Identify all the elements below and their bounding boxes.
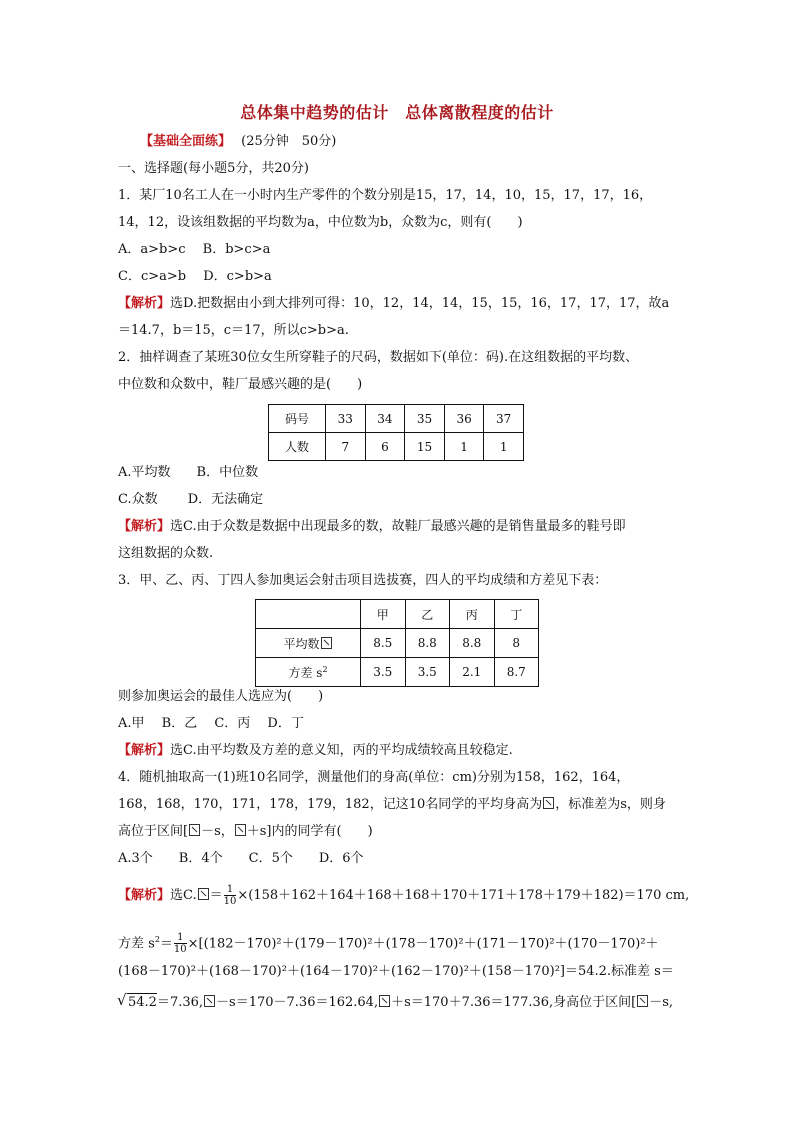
table-cell: 36 [444, 405, 484, 433]
table-cell: 34 [365, 405, 405, 433]
table-cell: 人数 [269, 433, 326, 461]
table-row [256, 629, 539, 658]
q4-solution-line4 [118, 993, 673, 1012]
q2-size-table [268, 404, 524, 461]
section-tag: 【基础全面练】 [140, 134, 232, 149]
text-span: ＝ [159, 936, 173, 952]
table-row [256, 658, 539, 687]
table-cell: 1 [484, 433, 524, 461]
x-bar-symbol-icon [321, 637, 332, 649]
fraction-numerator: 1 [224, 884, 237, 896]
table-cell: 6 [365, 433, 405, 461]
text-span: ＝7.36, [156, 995, 204, 1010]
table-cell: 8.5 [361, 629, 406, 658]
section-header [140, 133, 336, 151]
q1-solution-line1 [118, 295, 669, 313]
q4-solution-line1 [118, 884, 689, 908]
q3-solution-text: 选C.由平均数及方差的意义知，丙的平均成绩较高且较稳定. [170, 743, 513, 758]
x-bar-symbol-icon [189, 824, 200, 836]
q1-text-line1: 1．某厂10名工人在一小时内生产零件的个数分别是15，17，14，10，15，17，17，16， [118, 188, 653, 203]
table-row [269, 405, 524, 433]
table-cell: 3.5 [361, 658, 406, 687]
q2-solution-line1 [118, 518, 626, 536]
q4-solution-line3: (168－170)²＋(168－170)²＋(164－170)²＋(162－170)²＋(158－170)²]＝54.2.标准差 s＝ [118, 964, 674, 979]
x-bar-symbol-icon [379, 995, 390, 1007]
part-heading: 一、选择题(每小题5分，共20分) [118, 161, 309, 176]
superscript: 2 [322, 664, 328, 674]
q3-solution-line1 [118, 742, 513, 760]
text-span: －s， [201, 824, 234, 839]
table-cell: 8.8 [450, 629, 495, 658]
q1-options-2: C．c>a>b D．c>b>a [118, 269, 272, 284]
q4-text-line2 [118, 796, 666, 814]
q3-options: A.甲 B．乙 C．丙 D．丁 [118, 716, 304, 731]
fraction [224, 884, 237, 907]
x-bar-symbol-icon [204, 995, 215, 1007]
row-label: 方差 s [288, 665, 323, 680]
x-bar-symbol-icon [637, 995, 648, 1007]
x-bar-symbol-icon [235, 824, 246, 836]
table-cell: 丁 [494, 600, 539, 629]
table-cell: 1 [444, 433, 484, 461]
solution-tag: 【解析】 [118, 519, 171, 534]
table-cell: 15 [405, 433, 445, 461]
q1-solution-text: 选D.把数据由小到大排列可得：10，12，14，14，15，15，16，17，17，17，故a [170, 296, 670, 311]
q1-solution-line2: ＝14.7，b＝15，c＝17，所以c>b>a. [118, 323, 349, 338]
q2-options-2: C.众数 D．无法确定 [118, 492, 264, 507]
table-row [256, 600, 539, 629]
text-span: 方差 s [118, 936, 155, 952]
x-bar-symbol-icon [198, 888, 209, 900]
text-span: 高位于区间[ [118, 824, 189, 839]
text-span: 选C. [170, 888, 197, 903]
table-cell: 33 [326, 405, 366, 433]
text-span: ×(158＋162＋164＋168＋168＋170＋171＋178＋179＋182)＝170 cm, [237, 888, 690, 903]
text-span: －s, [649, 995, 674, 1010]
x-bar-symbol-icon [543, 797, 554, 809]
table-cell: 甲 [361, 600, 406, 629]
table-cell [256, 629, 361, 658]
q3-score-table [255, 599, 539, 687]
text-span: ＋s]内的同学有( ) [246, 824, 373, 839]
q2-options-1: A.平均数 B．中位数 [118, 465, 259, 480]
solution-tag: 【解析】 [118, 296, 171, 311]
q2-text-line1: 2．抽样调查了某班30位女生所穿鞋子的尺码，数据如下(单位：码).在这组数据的平均数、 [118, 350, 639, 365]
q4-text-line1: 4．随机抽取高一(1)班10名同学，测量他们的身高(单位：cm)分别为158，162，164， [118, 770, 630, 785]
q3-text-line2: 则参加奥运会的最佳人选应为( ) [118, 689, 324, 704]
q3-text-line1: 3．甲、乙、丙、丁四人参加奥运会射击项目选拔赛，四人的平均成绩和方差见下表： [118, 573, 608, 588]
q2-solution-text: 选C.由于众数是数据中出现最多的数，故鞋厂最感兴趣的是销售量最多的鞋号即 [170, 519, 626, 534]
text-span: ，标准差为s，则身 [555, 797, 666, 812]
fraction-denominator: 10 [223, 896, 237, 907]
table-cell: 乙 [405, 600, 450, 629]
q1-options-1: A．a>b>c B．b>c>a [118, 242, 271, 257]
table-cell: 丙 [450, 600, 495, 629]
fraction [174, 932, 187, 955]
table-cell: 2.1 [450, 658, 495, 687]
q1-text-line2: 14，12，设该组数据的平均数为a，中位数为b，众数为c，则有( ) [118, 215, 523, 230]
solution-tag: 【解析】 [118, 743, 171, 758]
q4-solution-line2 [118, 928, 659, 956]
text-span: 168，168，170，171，178，179，182，记这10名同学的平均身高为 [118, 797, 543, 812]
q4-options: A.3个 B．4个 C．5个 D．6个 [118, 851, 364, 866]
q2-solution-line2: 这组数据的众数. [118, 546, 214, 561]
section-meta: (25分钟 50分) [241, 134, 337, 149]
table-cell [256, 658, 361, 687]
table-cell: 8 [494, 629, 539, 658]
page-title: 总体集中趋势的估计 总体离散程度的估计 [240, 103, 554, 122]
q2-text-line2: 中位数和众数中，鞋厂最感兴趣的是( ) [118, 377, 363, 392]
square-root: √ 54.2 [127, 993, 157, 1012]
row-label: 平均数 [283, 636, 320, 651]
table-cell: 35 [405, 405, 445, 433]
table-cell: 码号 [269, 405, 326, 433]
table-cell: 3.5 [405, 658, 450, 687]
text-span: ×[(182－170)²＋(179－170)²＋(178－170)²＋(171－170)²＋(170－170)²＋ [187, 936, 659, 952]
solution-tag: 【解析】 [118, 888, 171, 903]
superscript: 2 [154, 935, 160, 944]
text-span: ＋s＝170＋7.36＝177.36,身高位于区间[ [391, 995, 637, 1010]
table-cell: 8.8 [405, 629, 450, 658]
text-span: ＝ [209, 888, 223, 903]
q4-text-line3 [118, 823, 373, 841]
table-cell [256, 600, 361, 629]
table-cell: 37 [484, 405, 524, 433]
table-cell: 7 [326, 433, 366, 461]
table-cell: 8.7 [494, 658, 539, 687]
fraction-numerator: 1 [174, 932, 187, 944]
table-row [269, 433, 524, 461]
text-span: －s＝170－7.36＝162.64, [216, 995, 379, 1010]
fraction-denominator: 10 [173, 944, 187, 956]
